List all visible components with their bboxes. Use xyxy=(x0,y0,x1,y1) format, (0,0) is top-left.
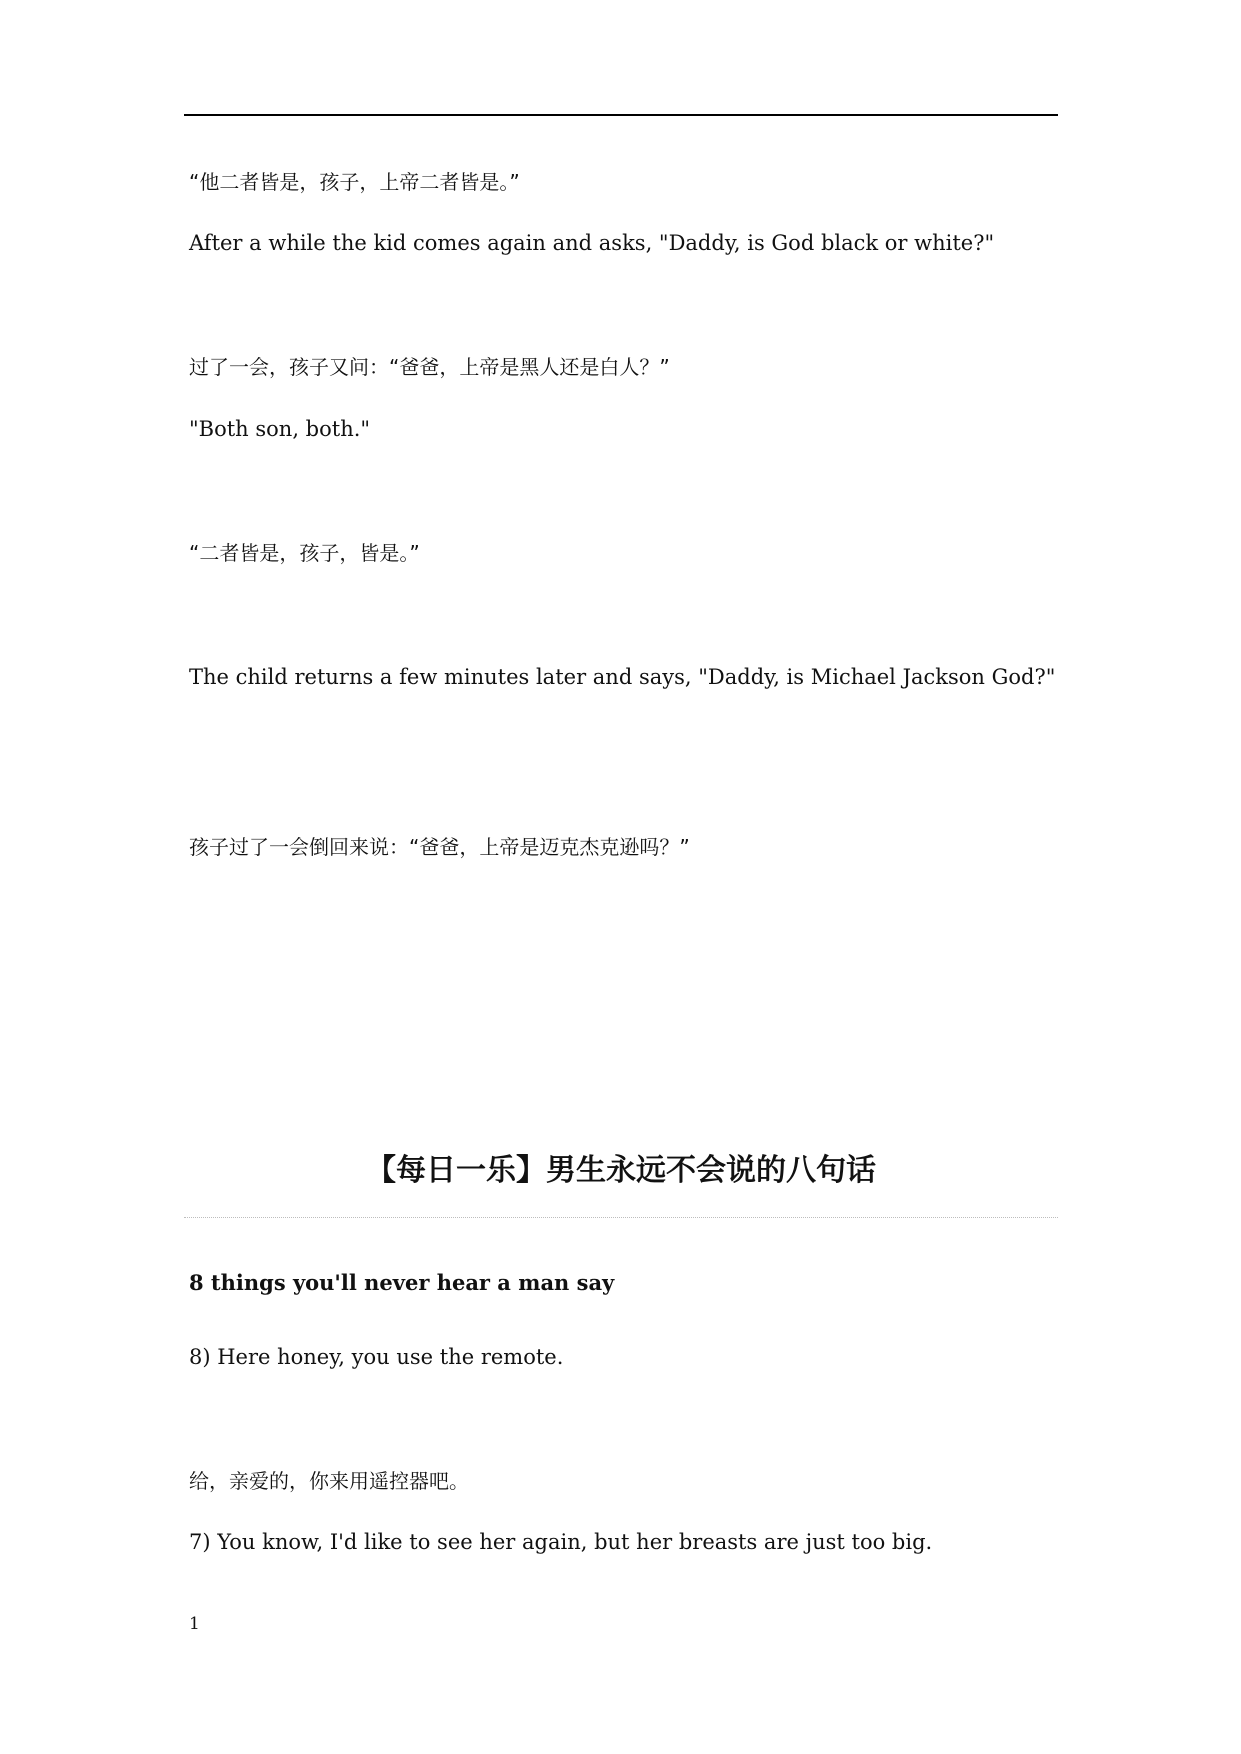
paragraph-en-both-son: "Both son, both." xyxy=(189,417,371,441)
section-subheading: 8 things you'll never hear a man say xyxy=(189,1270,615,1295)
paragraph-en-michael-jackson: The child returns a few minutes later and says, "Daddy, is Michael Jackson God?" xyxy=(189,665,1056,689)
paragraph-cn-both-god: “他二者皆是，孩子，上帝二者皆是。” xyxy=(189,170,520,194)
list-item-7-en: 7) You know, I'd like to see her again, but her breasts are just too big. xyxy=(189,1530,933,1554)
page-number: 1 xyxy=(189,1614,200,1634)
paragraph-cn-black-or-white: 过了一会，孩子又问：“爸爸，上帝是黑人还是白人？” xyxy=(189,355,670,379)
paragraph-en-black-or-white: After a while the kid comes again and asks, "Daddy, is God black or white?" xyxy=(189,231,995,255)
list-item-8-en: 8) Here honey, you use the remote. xyxy=(189,1345,564,1369)
header-rule xyxy=(184,114,1058,116)
list-item-8-cn: 给，亲爱的，你来用遥控器吧。 xyxy=(189,1469,469,1493)
title-divider xyxy=(184,1217,1058,1218)
paragraph-cn-michael-jackson: 孩子过了一会倒回来说：“爸爸，上帝是迈克杰克逊吗？” xyxy=(189,835,690,859)
paragraph-cn-both-son: “二者皆是，孩子，皆是。” xyxy=(189,541,420,565)
section-title: 【每日一乐】男生永远不会说的八句话 xyxy=(366,1153,876,1188)
